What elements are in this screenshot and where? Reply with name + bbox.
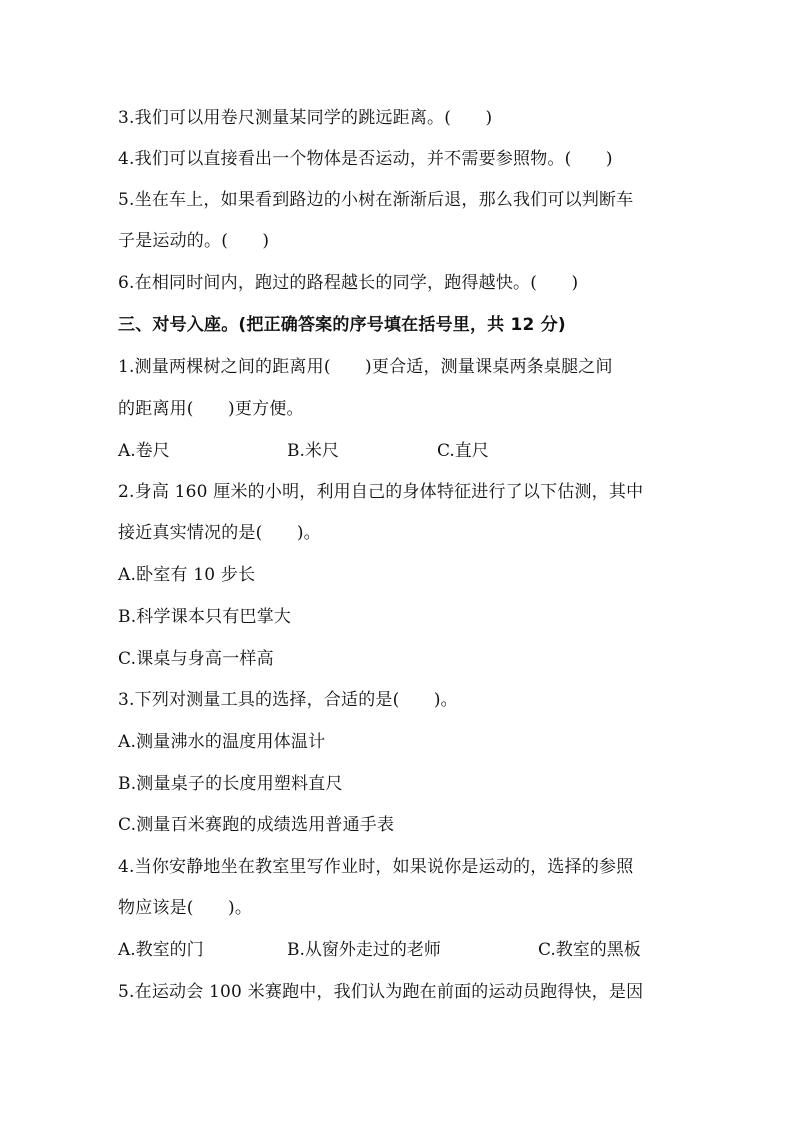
choice-q3-option-a: A.测量沸水的温度用体温计: [118, 732, 326, 752]
judgment-q3: 3.我们可以用卷尺测量某同学的跳远距离。( ): [118, 108, 493, 128]
judgment-q5-line2: 子是运动的。( ): [118, 231, 270, 251]
choice-q3-line: 3.下列对测量工具的选择，合适的是( )。: [118, 690, 458, 710]
choice-q4-option-a: A.教室的门: [118, 940, 204, 960]
choice-q1-option-c: C.直尺: [437, 441, 489, 461]
choice-q2-line1: 2.身高 160 厘米的小明，利用自己的身体特征进行了以下估测，其中: [118, 482, 644, 502]
judgment-q6: 6.在相同时间内，跑过的路程越长的同学，跑得越快。( ): [118, 273, 579, 293]
judgment-q5-line1: 5.坐在车上，如果看到路边的小树在渐渐后退，那么我们可以判断车: [118, 190, 634, 210]
choice-q1-line1: 1.测量两棵树之间的距离用( )更合适，测量课桌两条桌腿之间: [118, 357, 613, 377]
choice-q2-line2: 接近真实情况的是( )。: [118, 523, 321, 543]
choice-q4-option-c: C.教室的黑板: [538, 940, 641, 960]
choice-q5-line1: 5.在运动会 100 米赛跑中，我们认为跑在前面的运动员跑得快，是因: [118, 982, 644, 1002]
choice-q2-option-a: A.卧室有 10 步长: [118, 565, 256, 585]
judgment-q4: 4.我们可以直接看出一个物体是否运动，并不需要参照物。( ): [118, 149, 613, 169]
choice-q3-option-b: B.测量桌子的长度用塑料直尺: [118, 774, 343, 794]
choice-q1-line2: 的距离用( )更方便。: [118, 399, 304, 419]
choice-q4-option-b: B.从窗外走过的老师: [287, 940, 441, 960]
choice-q2-option-c: C.课桌与身高一样高: [118, 649, 274, 669]
section3-heading: 三、对号入座。(把正确答案的序号填在括号里，共 12 分): [118, 315, 566, 335]
choice-q2-option-b: B.科学课本只有巴掌大: [118, 607, 292, 627]
choice-q4-line1: 4.当你安静地坐在教室里写作业时，如果说你是运动的，选择的参照: [118, 857, 634, 877]
choice-q1-option-b: B.米尺: [287, 441, 339, 461]
choice-q1-option-a: A.卷尺: [118, 441, 170, 461]
choice-q4-line2: 物应该是( )。: [118, 898, 253, 918]
choice-q3-option-c: C.测量百米赛跑的成绩选用普通手表: [118, 815, 395, 835]
